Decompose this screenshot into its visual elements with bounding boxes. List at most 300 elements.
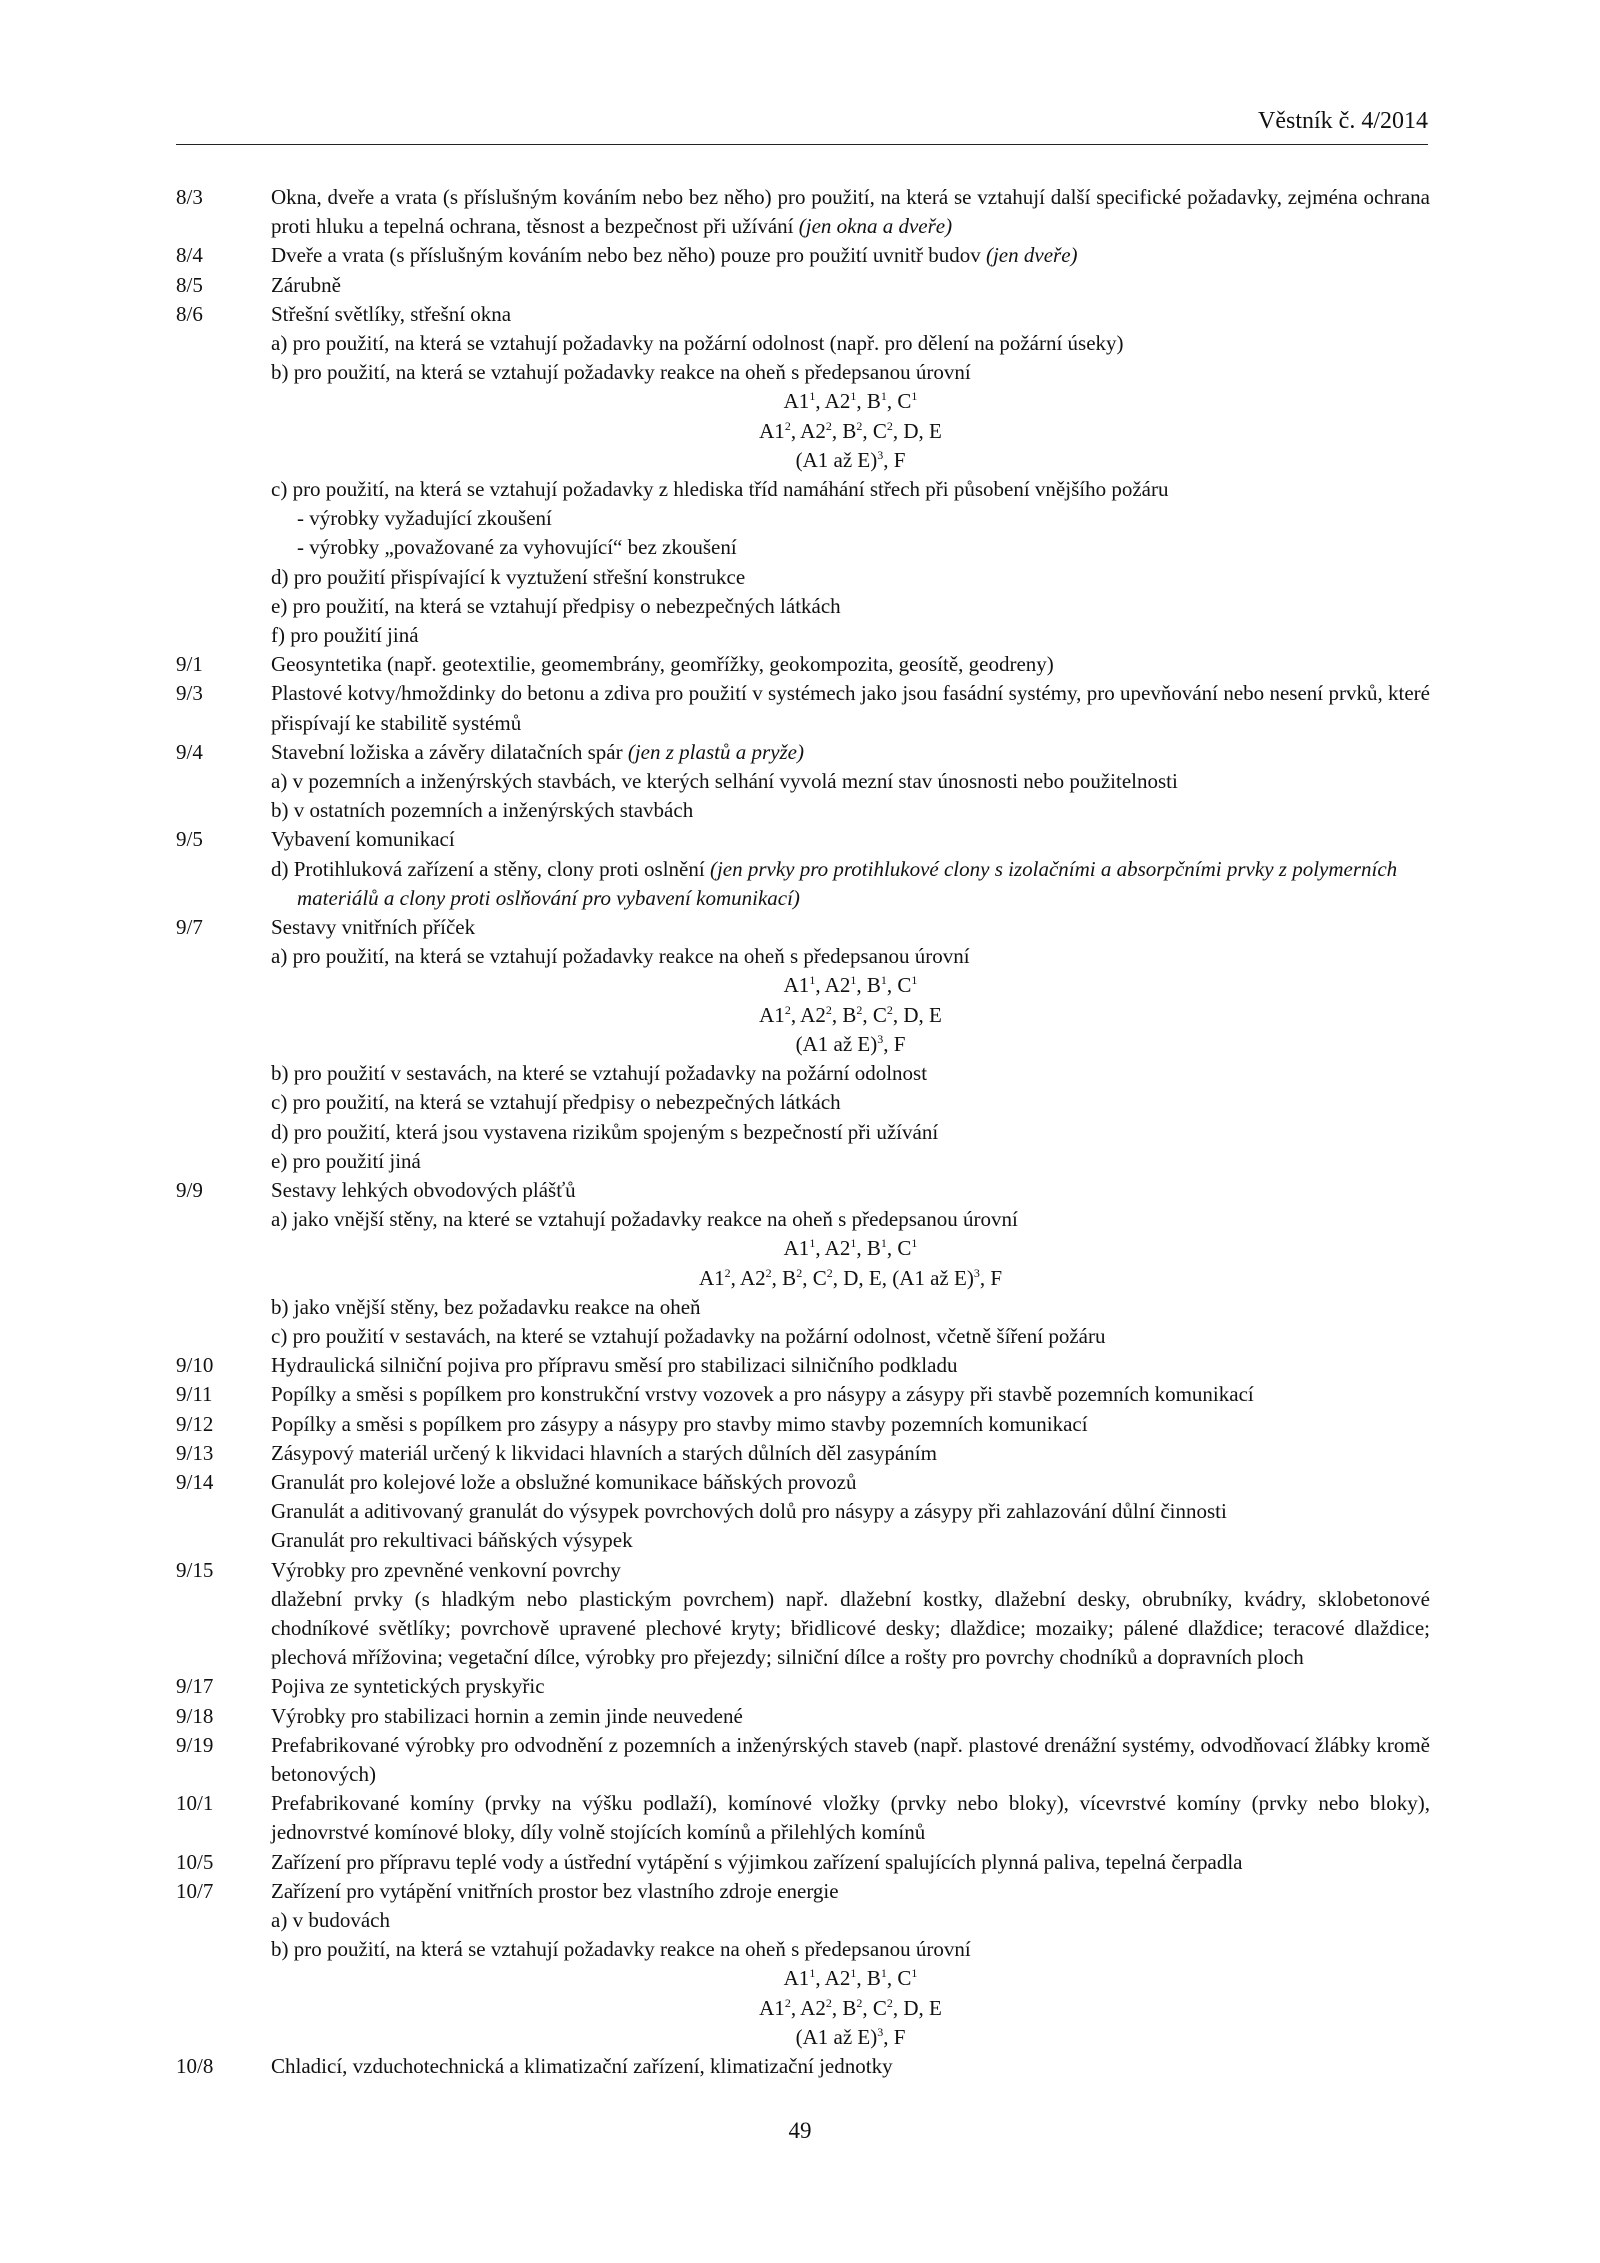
item-code: 10/5 bbox=[176, 1849, 214, 1874]
item-code: 9/15 bbox=[176, 1557, 214, 1582]
text-run: Granulát pro rekultivaci báňských výsypek bbox=[271, 1528, 633, 1553]
list-subitem bbox=[176, 1147, 1430, 1176]
superscript: 3 bbox=[877, 447, 884, 462]
text-run: Prefabrikované výrobky pro odvodnění z pozemních a inženýrských staveb (např. plastové drenážní systémy, odvodňovací žlábky kromě betonových) bbox=[271, 1732, 1430, 1786]
list-item bbox=[176, 738, 1430, 767]
item-text bbox=[271, 1234, 1430, 1263]
item-code bbox=[176, 2023, 271, 2052]
list-item bbox=[176, 183, 1430, 241]
list-subitem bbox=[176, 387, 1430, 416]
list-item bbox=[176, 271, 1430, 300]
item-text bbox=[271, 475, 1430, 504]
item-code bbox=[176, 1234, 271, 1263]
list-subitem bbox=[176, 329, 1430, 358]
item-code: 9/19 bbox=[176, 1732, 214, 1757]
text-run: , B bbox=[856, 1966, 881, 1991]
text-run: , D, E bbox=[892, 1002, 942, 1027]
italic-note: (jen okna a dveře) bbox=[798, 214, 953, 239]
list-subitem bbox=[176, 1088, 1430, 1117]
item-code bbox=[176, 1497, 271, 1526]
item-text bbox=[271, 621, 1430, 650]
item-text bbox=[271, 1410, 1430, 1439]
text-run: , B bbox=[856, 973, 881, 998]
text-run: A1 bbox=[783, 1236, 810, 1261]
text-run: , B bbox=[831, 418, 857, 443]
list-subitem bbox=[176, 942, 1430, 971]
item-text bbox=[271, 767, 1430, 796]
item-code: 9/7 bbox=[176, 915, 203, 940]
list-subitem bbox=[176, 592, 1430, 621]
item-text bbox=[271, 1526, 1430, 1555]
item-code bbox=[176, 563, 271, 592]
list-item bbox=[176, 300, 1430, 329]
item-code bbox=[176, 1322, 271, 1351]
text-run: , A2 bbox=[790, 418, 826, 443]
superscript: 2 bbox=[796, 1265, 803, 1280]
list-item bbox=[176, 825, 1430, 854]
list-subitem bbox=[176, 358, 1430, 387]
text-run: Zařízení pro vytápění vnitřních prostor bez vlastního zdroje energie bbox=[271, 1878, 839, 1903]
superscript: 1 bbox=[850, 973, 857, 988]
text-run: , C bbox=[862, 1002, 887, 1027]
text-run: , C bbox=[802, 1265, 827, 1290]
list-subitem bbox=[176, 2023, 1430, 2052]
list-item bbox=[176, 650, 1430, 679]
text-run: Dveře a vrata (s příslušným kováním nebo bez něho) pouze pro použití uvnitř budov bbox=[271, 243, 986, 268]
text-run: , B bbox=[856, 389, 881, 414]
superscript: 2 bbox=[856, 1002, 863, 1017]
item-code bbox=[176, 1964, 271, 1993]
item-code bbox=[176, 417, 271, 446]
superscript: 2 bbox=[784, 418, 791, 433]
item-code: 9/12 bbox=[176, 1411, 214, 1436]
list-item bbox=[176, 913, 1430, 942]
list-item bbox=[176, 2052, 1430, 2081]
item-code bbox=[176, 942, 271, 971]
list-subitem bbox=[176, 533, 1430, 562]
text-run: Pojiva ze syntetických pryskyřic bbox=[271, 1674, 545, 1699]
item-text bbox=[271, 1964, 1430, 1993]
text-run: A1 bbox=[759, 418, 785, 443]
text-run: A1 bbox=[783, 389, 810, 414]
text-run: , B bbox=[771, 1265, 797, 1290]
list-subitem bbox=[176, 1205, 1430, 1234]
superscript: 1 bbox=[809, 389, 816, 404]
superscript: 1 bbox=[911, 389, 918, 404]
list-item bbox=[176, 1789, 1430, 1847]
italic-note: (jen z plastů a pryže) bbox=[627, 739, 805, 764]
text-run: Popílky a směsi s popílkem pro konstrukční vrstvy vozovek a pro násypy a zásypy při stavbě pozemních komunikací bbox=[271, 1382, 1254, 1407]
item-code bbox=[176, 504, 271, 533]
text-run: , B bbox=[856, 1236, 881, 1261]
list-item bbox=[176, 1380, 1430, 1409]
item-text bbox=[271, 1380, 1430, 1409]
list-subitem bbox=[176, 1322, 1430, 1351]
text-run: A1 bbox=[759, 1002, 785, 1027]
item-code bbox=[176, 796, 271, 825]
item-text bbox=[271, 1672, 1430, 1701]
text-run: , A2 bbox=[815, 1966, 851, 1991]
item-text bbox=[271, 446, 1430, 475]
item-text bbox=[271, 1001, 1430, 1030]
item-code bbox=[176, 329, 271, 358]
text-run: , A2 bbox=[815, 1236, 851, 1261]
text-run: A1 bbox=[783, 973, 810, 998]
superscript: 1 bbox=[850, 1966, 857, 1981]
text-run: c) pro použití, na která se vztahují požadavky z hlediska tříd namáhání střech při působení vnějšího požáru bbox=[271, 477, 1169, 502]
text-run: Sestavy lehkých obvodových plášťů bbox=[271, 1177, 576, 1202]
text-run: c) pro použití v sestavách, na které se vztahují požadavky na požární odolnost, včetně šíření požáru bbox=[271, 1323, 1106, 1348]
text-run: Plastové kotvy/hmoždinky do betonu a zdiva pro použití v systémech jako jsou fasádní systémy, pro upevňování nebo nesení prvků, které přispívají ke stabilitě systémů bbox=[271, 681, 1430, 735]
list-subitem bbox=[176, 1118, 1430, 1147]
text-run: , D, E bbox=[892, 1995, 942, 2020]
item-code bbox=[176, 1001, 271, 1030]
item-text bbox=[271, 533, 1430, 562]
item-text bbox=[271, 241, 1430, 270]
item-code: 10/8 bbox=[176, 2054, 214, 2078]
italic-note: (jen prvky pro protihlukové clony s izolačními a absorpčními prvky z polymerních materiálů a clony proti oslňování pro vybavení komunikací) bbox=[297, 856, 1398, 910]
text-run: , C bbox=[862, 418, 887, 443]
item-code: 8/5 bbox=[176, 272, 203, 297]
list-subitem bbox=[176, 1030, 1430, 1059]
text-run: , B bbox=[831, 1995, 857, 2020]
list-subitem bbox=[176, 1264, 1430, 1293]
item-code bbox=[176, 1293, 271, 1322]
list-subitem bbox=[176, 417, 1430, 446]
text-run: - výrobky vyžadující zkoušení bbox=[297, 506, 552, 531]
superscript: 2 bbox=[886, 1002, 893, 1017]
superscript: 2 bbox=[826, 1265, 833, 1280]
list-subitem bbox=[176, 971, 1430, 1000]
list-subitem bbox=[176, 796, 1430, 825]
item-code bbox=[176, 387, 271, 416]
item-code: 8/4 bbox=[176, 243, 203, 268]
superscript: 1 bbox=[809, 1236, 816, 1251]
list-item bbox=[176, 241, 1430, 270]
list-subitem bbox=[176, 504, 1430, 533]
text-run: Sestavy vnitřních příček bbox=[271, 915, 476, 940]
superscript: 1 bbox=[911, 1236, 918, 1251]
superscript: 2 bbox=[825, 1995, 832, 2010]
text-run: d) Protihluková zařízení a stěny, clony proti oslnění bbox=[271, 856, 710, 881]
text-run: , B bbox=[831, 1002, 857, 1027]
item-text bbox=[271, 1702, 1430, 1731]
list-subitem bbox=[176, 1906, 1430, 1935]
text-run: f) pro použití jiná bbox=[271, 623, 419, 648]
item-text bbox=[271, 1906, 1430, 1935]
item-text bbox=[271, 1118, 1430, 1147]
item-code bbox=[176, 475, 271, 504]
item-code: 9/5 bbox=[176, 827, 203, 852]
item-code: 10/1 bbox=[176, 1791, 214, 1816]
item-text bbox=[271, 417, 1430, 446]
text-run: Zásypový materiál určený k likvidaci hlavních a starých důlních děl zasypáním bbox=[271, 1440, 937, 1465]
text-run: Výrobky pro zpevněné venkovní povrchy bbox=[271, 1557, 621, 1582]
text-run: Výrobky pro stabilizaci hornin a zemin jinde neuvedené bbox=[271, 1703, 743, 1728]
text-run: A1 bbox=[783, 1966, 810, 1991]
text-run: Chladicí, vzduchotechnická a klimatizační zařízení, klimatizační jednotky bbox=[271, 2054, 893, 2078]
item-text bbox=[271, 650, 1430, 679]
item-text bbox=[271, 1322, 1430, 1351]
item-text bbox=[271, 1585, 1430, 1673]
list-item bbox=[176, 1877, 1430, 1906]
list-subitem bbox=[176, 1234, 1430, 1263]
item-code bbox=[176, 1205, 271, 1234]
item-text bbox=[271, 971, 1430, 1000]
list-item bbox=[176, 1468, 1430, 1497]
page-header bbox=[176, 108, 1428, 145]
item-text bbox=[271, 796, 1430, 825]
list-subitem bbox=[176, 1293, 1430, 1322]
item-text bbox=[271, 563, 1430, 592]
text-run: - výrobky „považované za vyhovující“ bez zkoušení bbox=[297, 535, 737, 560]
item-text bbox=[271, 1731, 1430, 1789]
item-text bbox=[271, 1264, 1430, 1293]
superscript: 2 bbox=[724, 1265, 731, 1280]
item-text bbox=[271, 942, 1430, 971]
list-subitem bbox=[176, 1935, 1430, 1964]
item-code bbox=[176, 1118, 271, 1147]
text-run: Geosyntetika (např. geotextilie, geomembrány, geomřížky, geokompozita, geosítě, geodreny) bbox=[271, 652, 1054, 677]
item-text bbox=[271, 504, 1430, 533]
item-text bbox=[271, 1556, 1430, 1585]
item-text bbox=[271, 183, 1430, 241]
item-code bbox=[176, 767, 271, 796]
item-text bbox=[271, 1147, 1430, 1176]
text-run: Okna, dveře a vrata (s příslušným kováním nebo bez něho) pro použití, na která se vztahují další specifické požadavky, zejména ochrana proti hluku a tepelná ochrana, těsnost a bezpečnost při užívání bbox=[271, 185, 1430, 239]
item-text bbox=[271, 1848, 1430, 1877]
superscript: 2 bbox=[886, 418, 893, 433]
text-run: Střešní světlíky, střešní okna bbox=[271, 301, 512, 326]
item-text bbox=[271, 271, 1430, 300]
superscript: 1 bbox=[880, 1236, 887, 1251]
item-text bbox=[271, 1789, 1430, 1847]
item-text bbox=[271, 1059, 1430, 1088]
list-item bbox=[176, 1176, 1430, 1205]
item-code bbox=[176, 855, 271, 913]
item-code: 8/3 bbox=[176, 185, 203, 209]
item-text bbox=[271, 1205, 1430, 1234]
item-code bbox=[176, 358, 271, 387]
item-code: 10/7 bbox=[176, 1878, 214, 1903]
text-run: A1 bbox=[698, 1265, 725, 1290]
journal-title: Věstník č. 4/2014 bbox=[1258, 108, 1428, 134]
superscript: 2 bbox=[765, 1265, 772, 1280]
list-subitem bbox=[176, 446, 1430, 475]
text-run: d) pro použití, která jsou vystavena rizikům spojeným s bezpečností při užívání bbox=[271, 1119, 939, 1144]
superscript: 2 bbox=[856, 1995, 863, 2010]
item-text bbox=[271, 2052, 1430, 2081]
superscript: 2 bbox=[784, 1995, 791, 2010]
item-code: 9/4 bbox=[176, 739, 203, 764]
item-code: 9/11 bbox=[176, 1382, 213, 1407]
text-run: b) v ostatních pozemních a inženýrských stavbách bbox=[271, 798, 694, 823]
superscript: 1 bbox=[880, 973, 887, 988]
item-code bbox=[176, 533, 271, 562]
list-item bbox=[176, 679, 1430, 737]
item-code: 9/10 bbox=[176, 1353, 214, 1378]
list-subitem bbox=[176, 855, 1430, 913]
item-text bbox=[271, 1439, 1430, 1468]
text-run: (A1 až E) bbox=[795, 1031, 878, 1056]
text-run: , F bbox=[883, 1031, 906, 1056]
text-run: Zařízení pro přípravu teplé vody a ústřední vytápění s výjimkou zařízení spalujících plynná paliva, tepelná čerpadla bbox=[271, 1849, 1243, 1874]
superscript: 3 bbox=[877, 1031, 884, 1046]
item-text bbox=[271, 358, 1430, 387]
list-item bbox=[176, 1702, 1430, 1731]
item-code bbox=[176, 1147, 271, 1176]
superscript: 3 bbox=[877, 2024, 884, 2039]
text-run: , F bbox=[979, 1265, 1003, 1290]
item-code: 9/3 bbox=[176, 681, 203, 706]
superscript: 1 bbox=[880, 1966, 887, 1981]
text-run: Zárubně bbox=[271, 272, 341, 297]
item-text bbox=[271, 329, 1430, 358]
item-text bbox=[271, 1877, 1430, 1906]
item-code bbox=[176, 1585, 271, 1673]
text-run: dlažební prvky (s hladkým nebo plastickým povrchem) např. dlažební kostky, dlažební desky, obrubníky, kvádry, sklobetonové chodníkové světlíky; povrchově upravené plechové kryty; břidlicové desky; dlaždice; mozaiky; pálené dlaždice; teracové dlaždice; plechová mřížovina; vegetační dílce, výrobky pro přejezdy; silniční dílce a rošty pro povrchy chodníků a dopravních ploch bbox=[271, 1586, 1430, 1670]
item-text bbox=[271, 738, 1430, 767]
item-text bbox=[271, 387, 1430, 416]
text-run: b) pro použití v sestavách, na které se vztahují požadavky na požární odolnost bbox=[271, 1061, 928, 1086]
text-run: a) v pozemních a inženýrských stavbách, ve kterých selhání vyvolá mezní stav únosnosti nebo použitelnosti bbox=[271, 769, 1178, 794]
item-text bbox=[271, 2023, 1430, 2052]
item-text bbox=[271, 592, 1430, 621]
text-run: Granulát a aditivovaný granulát do výsypek povrchových dolů pro násypy a zásypy při zahlazování důlní činnosti bbox=[271, 1499, 1227, 1524]
item-text bbox=[271, 825, 1430, 854]
item-text bbox=[271, 913, 1430, 942]
text-run: Stavební ložiska a závěry dilatačních spár bbox=[271, 739, 628, 764]
text-run: , F bbox=[883, 447, 906, 472]
text-run: b) pro použití, na která se vztahují požadavky reakce na oheň s předepsanou úrovní bbox=[271, 360, 971, 385]
text-run: e) pro použití, na která se vztahují předpisy o nebezpečných látkách bbox=[271, 593, 841, 618]
text-run: Vybavení komunikací bbox=[271, 827, 455, 852]
text-run: , C bbox=[886, 973, 912, 998]
item-code: 9/13 bbox=[176, 1440, 214, 1465]
list-item bbox=[176, 1556, 1430, 1585]
list-subitem bbox=[176, 1497, 1430, 1526]
list-subitem bbox=[176, 1059, 1430, 1088]
text-run: e) pro použití jiná bbox=[271, 1148, 421, 1173]
text-run: b) jako vnější stěny, bez požadavku reakce na oheň bbox=[271, 1294, 701, 1319]
list-item bbox=[176, 1731, 1430, 1789]
text-run: , A2 bbox=[790, 1995, 826, 2020]
list-subitem bbox=[176, 621, 1430, 650]
text-run: Prefabrikované komíny (prvky na výšku podlaží), komínové vložky (prvky nebo bloky), vícevrstvé komíny (prvky nebo bloky), jednovrstvé komínové bloky, díly volně stojících komínů a přilehlých komínů bbox=[271, 1791, 1430, 1845]
text-run: a) pro použití, na která se vztahují požadavky na požární odolnost (např. pro dělení na požární úseky) bbox=[271, 331, 1124, 356]
item-code: 9/18 bbox=[176, 1703, 214, 1728]
item-code bbox=[176, 1059, 271, 1088]
item-text bbox=[271, 1088, 1430, 1117]
list-subitem bbox=[176, 563, 1430, 592]
superscript: 2 bbox=[825, 418, 832, 433]
item-code bbox=[176, 1935, 271, 1964]
text-run: , C bbox=[886, 1966, 912, 1991]
item-text bbox=[271, 1935, 1430, 1964]
item-code bbox=[176, 1264, 271, 1293]
text-run: , A2 bbox=[815, 389, 851, 414]
item-text bbox=[271, 679, 1430, 737]
item-code bbox=[176, 1906, 271, 1935]
text-run: Popílky a směsi s popílkem pro zásypy a násypy pro stavby mimo stavby pozemních komunikací bbox=[271, 1411, 1088, 1436]
list-subitem bbox=[176, 475, 1430, 504]
item-code bbox=[176, 1994, 271, 2023]
text-run: , D, E bbox=[892, 418, 942, 443]
superscript: 2 bbox=[784, 1002, 791, 1017]
item-text bbox=[271, 1293, 1430, 1322]
item-code bbox=[176, 971, 271, 1000]
list-subitem bbox=[176, 1994, 1430, 2023]
item-text bbox=[271, 1351, 1430, 1380]
item-code: 9/14 bbox=[176, 1469, 214, 1494]
page-number: 49 bbox=[788, 2118, 812, 2143]
item-text bbox=[271, 1497, 1430, 1526]
superscript: 2 bbox=[856, 418, 863, 433]
item-text bbox=[271, 1994, 1430, 2023]
text-run: , C bbox=[886, 1236, 912, 1261]
text-run: b) pro použití, na která se vztahují požadavky reakce na oheň s předepsanou úrovní bbox=[271, 1937, 971, 1962]
text-run: a) pro použití, na která se vztahují požadavky reakce na oheň s předepsanou úrovní bbox=[271, 944, 970, 969]
list-subitem bbox=[176, 1001, 1430, 1030]
text-run: a) v budovách bbox=[271, 1907, 390, 1932]
item-code bbox=[176, 592, 271, 621]
superscript: 1 bbox=[850, 1236, 857, 1251]
text-run: , F bbox=[883, 2024, 906, 2049]
item-code bbox=[176, 1526, 271, 1555]
item-code bbox=[176, 446, 271, 475]
item-text bbox=[271, 1176, 1430, 1205]
superscript: 3 bbox=[973, 1265, 980, 1280]
list-subitem bbox=[176, 1585, 1430, 1673]
item-text bbox=[271, 1030, 1430, 1059]
item-text bbox=[271, 300, 1430, 329]
superscript: 1 bbox=[880, 389, 887, 404]
text-run: , C bbox=[886, 389, 912, 414]
list-item bbox=[176, 1351, 1430, 1380]
superscript: 1 bbox=[911, 1966, 918, 1981]
list-subitem bbox=[176, 767, 1430, 796]
text-run: , A2 bbox=[815, 973, 851, 998]
item-code: 9/9 bbox=[176, 1177, 203, 1202]
superscript: 1 bbox=[809, 973, 816, 988]
item-code bbox=[176, 1088, 271, 1117]
list-item bbox=[176, 1410, 1430, 1439]
superscript: 1 bbox=[809, 1966, 816, 1981]
item-code bbox=[176, 1030, 271, 1059]
text-run: , A2 bbox=[790, 1002, 826, 1027]
item-code bbox=[176, 621, 271, 650]
text-run: , C bbox=[862, 1995, 887, 2020]
list-item bbox=[176, 1439, 1430, 1468]
list-subitem bbox=[176, 1526, 1430, 1555]
text-run: (A1 až E) bbox=[795, 447, 878, 472]
text-run: d) pro použití přispívající k vyztužení střešní konstrukce bbox=[271, 564, 746, 589]
italic-note: (jen dveře) bbox=[985, 243, 1078, 268]
list-item bbox=[176, 1848, 1430, 1877]
text-run: Hydraulická silniční pojiva pro přípravu směsí pro stabilizaci silničního podkladu bbox=[271, 1353, 958, 1378]
item-text bbox=[271, 1468, 1430, 1497]
text-run: (A1 až E) bbox=[795, 2024, 878, 2049]
product-list bbox=[176, 183, 1430, 2081]
superscript: 2 bbox=[886, 1995, 893, 2010]
text-run: c) pro použití, na která se vztahují předpisy o nebezpečných látkách bbox=[271, 1090, 841, 1115]
list-subitem bbox=[176, 1964, 1430, 1993]
superscript: 2 bbox=[825, 1002, 832, 1017]
superscript: 1 bbox=[850, 389, 857, 404]
text-run: , A2 bbox=[730, 1265, 766, 1290]
item-code: 9/1 bbox=[176, 652, 203, 677]
item-text bbox=[271, 855, 1430, 913]
